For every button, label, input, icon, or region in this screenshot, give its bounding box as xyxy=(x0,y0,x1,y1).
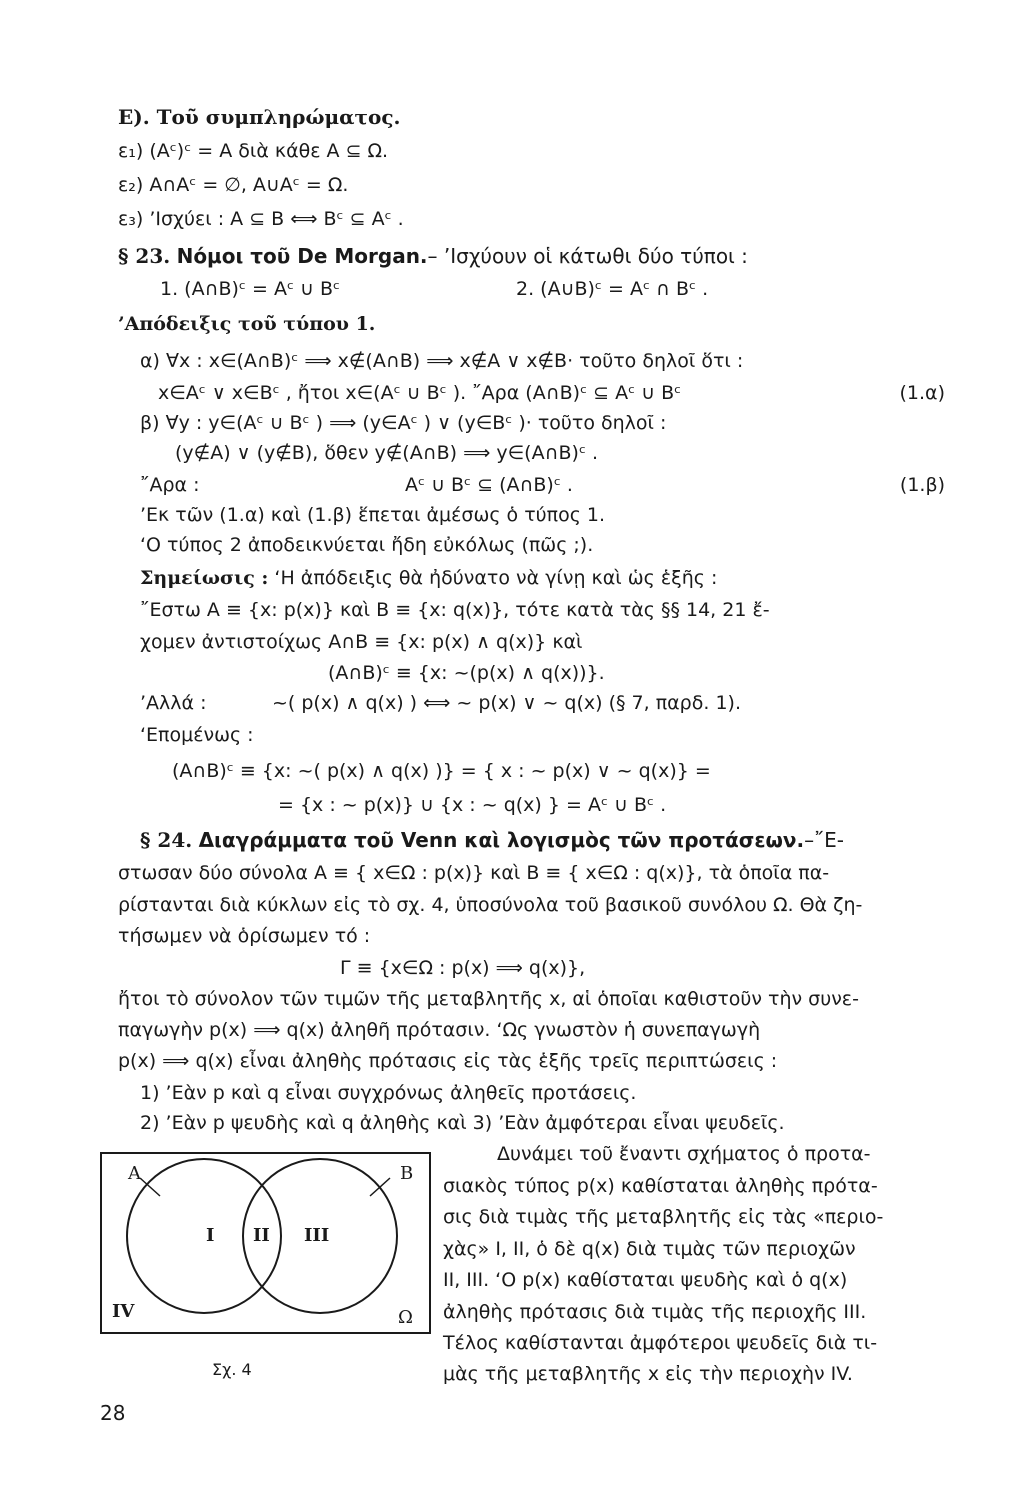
formula-2: 2. (A∪B)ᶜ = Aᶜ ∩ Bᶜ . xyxy=(516,278,709,300)
region-2-label: II xyxy=(253,1225,270,1246)
equation-number-1b: (1.β) xyxy=(899,474,945,496)
figure-caption: Σχ. 4 xyxy=(212,1360,252,1379)
section-title: Νόμοι τοῦ De Morgan. xyxy=(176,244,428,268)
venn-diagram xyxy=(100,1152,431,1334)
body-line-28: ἤτοι τὸ σύνολον τῶν τιμῶν τῆς μεταβλητῆς x, αἱ ὁποῖαι καθιστοῦν τὴν συνε- xyxy=(118,988,859,1010)
section-intro: – ’Ισχύουν οἱ κάτωθι δύο τύποι : xyxy=(427,244,748,268)
set-gamma-definition: Γ ≡ {x∈Ω : p(x) ⟹ q(x)}, xyxy=(340,957,586,979)
proof-heading: ’Απόδειξις τοῦ τύπου 1. xyxy=(118,313,376,335)
but-label: ’Αλλά : xyxy=(140,692,207,714)
side-text-6: ἀληθὴς πρότασις διὰ τιμὰς τῆς περιοχῆς III. xyxy=(443,1301,867,1323)
side-text-2: σιακὸς τύπος p(x) καθίσταται ἀληθὴς πρότα- xyxy=(443,1175,878,1197)
therefore-label: ῎Αρα : xyxy=(140,474,200,496)
section-number: § 23. xyxy=(118,244,171,268)
rule-epsilon-3: ε₃) ’Ισχύει : A ⊆ B ⟺ Bᶜ ⊆ Aᶜ . xyxy=(118,208,404,230)
proof-step-alpha-cont: x∈Aᶜ ∨ x∈Bᶜ , ἤτοι x∈(Aᶜ ∪ Bᶜ ). ῎Αρα (A∩B)ᶜ ⊆ Aᶜ ∪ Bᶜ xyxy=(158,382,682,404)
body-line-25: ρίστανται διὰ κύκλων εἰς τὸ σχ. 4, ὑποσύνολα τοῦ βασικοῦ συνόλου Ω. Θὰ ζη- xyxy=(118,894,863,916)
side-text-8: μὰς τῆς μεταβλητῆς x εἰς τὴν περιοχὴν IV. xyxy=(443,1363,853,1385)
section-24-heading xyxy=(140,827,844,853)
section-heading-complement: E). Τοῦ συμπληρώματος. xyxy=(118,105,401,129)
remark-label: Σημείωσις : xyxy=(140,567,269,589)
section-23-heading xyxy=(118,243,748,269)
proof-conclusion: ’Εκ τῶν (1.α) καὶ (1.β) ἕπεται ἀμέσως ὁ τύπος 1. xyxy=(140,504,606,526)
section-number: § 24. xyxy=(140,828,193,852)
region-4-label: IV xyxy=(112,1301,135,1322)
remark-line xyxy=(140,565,717,591)
proof-step-alpha: α) ∀x : x∈(A∩B)ᶜ ⟹ x∉(A∩B) ⟹ x∉A ∨ x∉B· τοῦτο δηλοῖ ὅτι : xyxy=(140,350,744,372)
conclusion-formula: Aᶜ ∪ Bᶜ ⊆ (A∩B)ᶜ . xyxy=(405,474,573,496)
label-set-b: B xyxy=(400,1163,414,1184)
proof-step-beta: β) ∀y : y∈(Aᶜ ∪ Bᶜ ) ⟹ (y∈Aᶜ ) ∨ (y∈Bᶜ )· τοῦτο δηλοῖ : xyxy=(140,412,667,434)
universe-omega-label: Ω xyxy=(398,1307,413,1328)
case-1: 1) ’Εὰν p καὶ q εἶναι συγχρόνως ἀληθεῖς προτάσεις. xyxy=(140,1082,637,1104)
case-2-3: 2) ’Εὰν p ψευδὴς καὶ q ἀληθὴς καὶ 3) ’Εὰν ἀμφότεραι εἶναι ψευδεῖς. xyxy=(140,1112,785,1134)
rule-epsilon-2: ε₂) A∩Aᶜ = ∅, A∪Aᶜ = Ω. xyxy=(118,174,349,196)
derivation-line-1: (A∩B)ᶜ ≡ {x: ~( p(x) ∧ q(x) )} = { x : ~ p(x) ∨ ~ q(x)} = xyxy=(172,760,711,782)
side-text-1: Δυνάμει τοῦ ἔναντι σχήματος ὁ προτα- xyxy=(497,1143,871,1165)
section-intro: –῎Ε- xyxy=(804,828,844,852)
side-text-7: Τέλος καθίστανται ἀμφότεροι ψευδεῖς διὰ τι- xyxy=(443,1332,878,1354)
body-line-26: τήσωμεν νὰ ὁρίσωμεν τό : xyxy=(118,925,371,947)
equation-number-1a: (1.α) xyxy=(899,382,945,404)
body-line-24: στωσαν δύο σύνολα A ≡ { x∈Ω : p(x)} καὶ B ≡ { x∈Ω : q(x)}, τὰ ὁποῖα πα- xyxy=(118,862,830,884)
section-title: Διαγράμματα τοῦ Venn καὶ λογισμὸς τῶν προτάσεων. xyxy=(198,828,805,852)
formula-2-note: ‘Ο τύπος 2 ἀποδεικνύεται ἤδη εὐκόλως (πῶς ;). xyxy=(140,534,594,556)
remark-formula: (A∩B)ᶜ ≡ {x: ~(p(x) ∧ q(x))}. xyxy=(328,662,605,684)
page-number: 28 xyxy=(100,1401,126,1425)
region-3-label: III xyxy=(304,1225,330,1246)
remark-text: ‘Η ἀπόδειξις θὰ ἠδύνατο νὰ γίνῃ καὶ ὡς ἑξῆς : xyxy=(268,567,718,589)
consequently-label: ‘Επομένως : xyxy=(140,724,254,746)
label-set-a: A xyxy=(128,1163,141,1184)
region-1-label: I xyxy=(206,1225,215,1246)
remark-body-2: χομεν ἀντιστοίχως A∩B ≡ {x: p(x) ∧ q(x)} καὶ xyxy=(140,631,583,653)
derivation-line-2: = {x : ~ p(x)} ∪ {x : ~ q(x) } = Aᶜ ∪ Bᶜ . xyxy=(278,794,667,816)
side-text-5: II, III. ‘Ο p(x) καθίσταται ψευδὴς καὶ ὁ q(x) xyxy=(443,1269,848,1291)
rule-epsilon-1: ε₁) (Aᶜ)ᶜ = A διὰ κάθε A ⊆ Ω. xyxy=(118,140,389,162)
side-text-3: σις διὰ τιμὰς τῆς μεταβλητῆς εἰς τὰς «περιο- xyxy=(443,1206,884,1228)
formula-1: 1. (A∩B)ᶜ = Aᶜ ∪ Bᶜ xyxy=(160,278,341,300)
equivalence-formula: ~( p(x) ∧ q(x) ) ⟺ ~ p(x) ∨ ~ q(x) (§ 7, παρδ. 1). xyxy=(272,692,741,714)
body-line-29: παγωγὴν p(x) ⟹ q(x) ἀληθῆ πρότασιν. ‘Ως γνωστὸν ἡ συνεπαγωγὴ xyxy=(118,1019,761,1041)
side-text-4: χὰς» I, II, ὁ δὲ q(x) διὰ τιμὰς τῶν περιοχῶν xyxy=(443,1238,856,1260)
body-line-30: p(x) ⟹ q(x) εἶναι ἀληθὴς πρότασις εἰς τὰς ἑξῆς τρεῖς περιπτώσεις : xyxy=(118,1050,778,1072)
proof-step-beta-cont: (y∉A) ∨ (y∉B), ὅθεν y∉(A∩B) ⟹ y∈(A∩B)ᶜ . xyxy=(175,442,599,464)
remark-body-1: ῎Εστω A ≡ {x: p(x)} καὶ B ≡ {x: q(x)}, τότε κατὰ τὰς §§ 14, 21 ἔ- xyxy=(140,599,770,621)
